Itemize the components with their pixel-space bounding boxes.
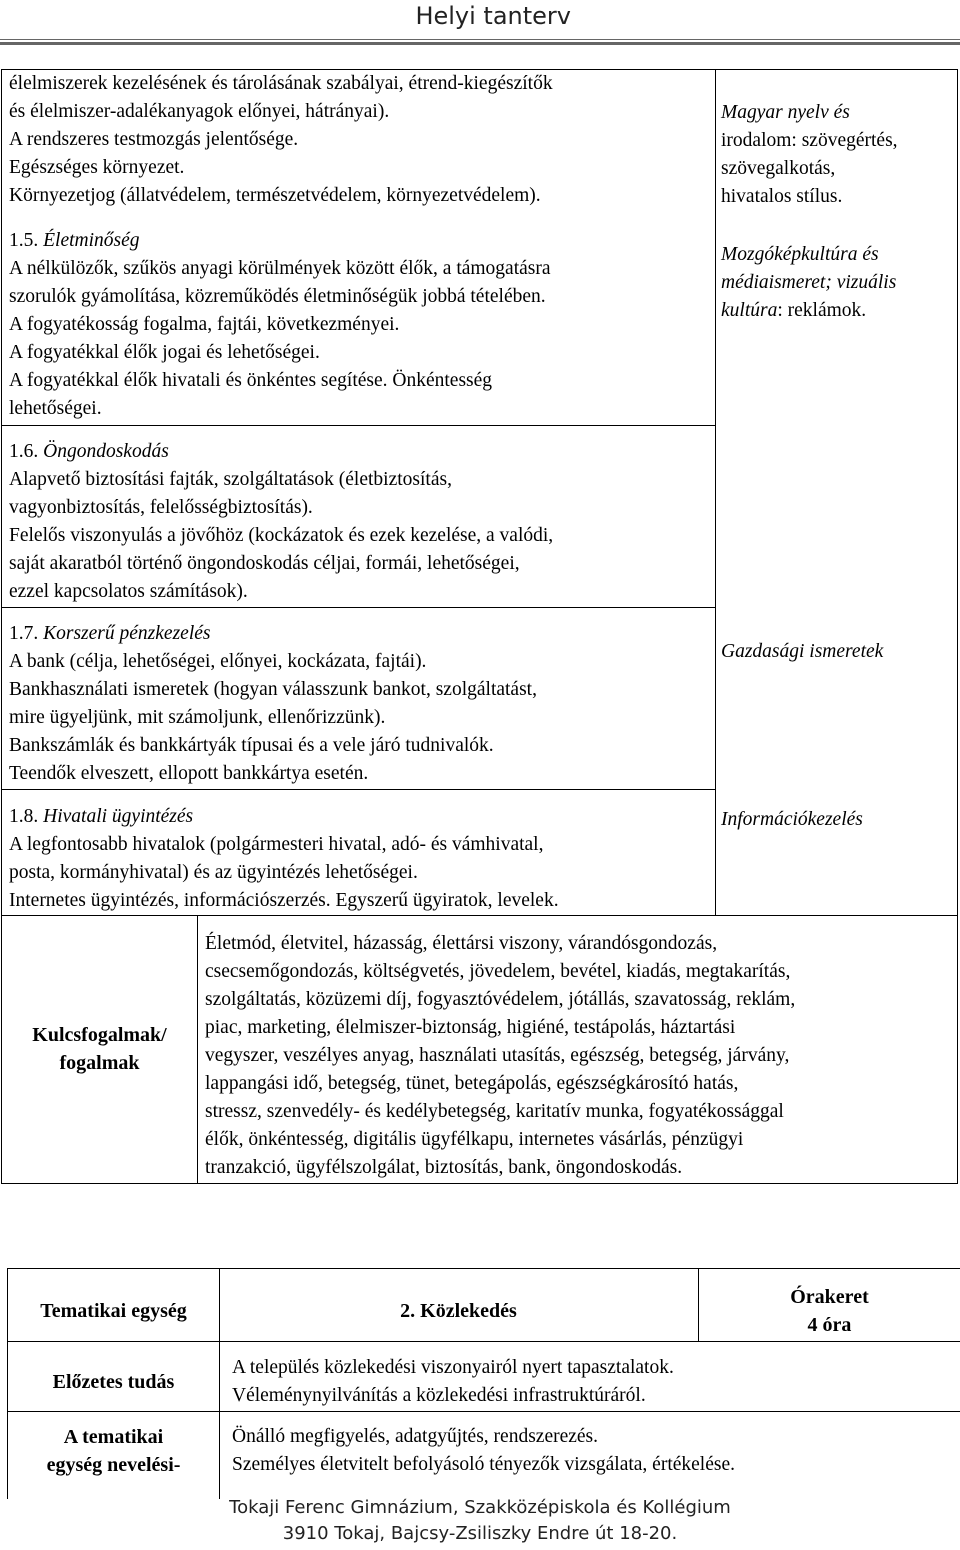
connection-subject: médiaismeret; vizuális [721, 272, 897, 293]
text-line: A fogyatékkal élők hivatali és önkéntes segítése. Önkéntesség [9, 370, 493, 391]
row-divider [2, 789, 715, 790]
text-line: lappangási idő, betegség, tünet, betegápolás, egészségkárosító hatás, [205, 1073, 739, 1094]
keywords-column-divider [197, 915, 198, 1183]
section-heading [9, 438, 709, 466]
content-block-1-7 [9, 620, 709, 788]
page-header-title: Helyi tanterv [415, 2, 571, 30]
section-title: Hivatali ügyintézés [43, 806, 194, 827]
text-line: A fogyatékkal élők jogai és lehetőségei. [9, 342, 320, 363]
section-title: Korszerű pénzkezelés [43, 623, 211, 644]
text-line: Internetes ügyintézés, információszerzés. Egyszerű ügyiratok, levelek. [9, 890, 559, 911]
content-block-1-8 [9, 803, 713, 915]
text-line: Teendők elveszett, ellopott bankkártya esetén. [9, 763, 369, 784]
text-line: Személyes életvitelt befolyásoló tényezők vizsgálata, értékelése. [232, 1454, 736, 1475]
section-number: 1.6. [9, 441, 44, 462]
hours-box [698, 1283, 960, 1339]
connection-subject: Mozgóképkultúra és [721, 244, 879, 265]
text-line: lehetőségei. [9, 398, 102, 419]
label-thematic-unit: Tematikai egység [40, 1300, 187, 1322]
text-line: szövegalkotás, [721, 158, 836, 179]
text-line: vegyszer, veszélyes anyag, használati utasítás, egészség, betegség, járvány, [205, 1045, 790, 1066]
keywords-text [205, 930, 955, 1182]
keywords-label [2, 915, 197, 1183]
text-line: szolgáltatás, közüzemi díj, fogyasztóvédelem, jótállás, szavatosság, reklám, [205, 989, 796, 1010]
section-title: Életminőség [43, 230, 140, 251]
text-line: szorulók gyámolítása, közreműködés életminőségük jobbá tételében. [9, 286, 546, 307]
column-divider [715, 70, 716, 915]
connection-hungarian [721, 99, 956, 211]
footer-school-name: Tokaji Ferenc Gimnázium, Szakközépiskola és Kollégium [229, 1497, 731, 1518]
text-line: A legfontosabb hivatalok (polgármesteri hivatal, adó- és vámhivatal, [9, 834, 544, 855]
text-line: Felelős viszonyulás a jövőhöz (kockázatok és ezek kezelése, a valódi, [9, 525, 554, 546]
footer-address: 3910 Tokaj, Bajcsy-Zsiliszky Endre út 18-20. [282, 1523, 678, 1544]
section-heading [9, 227, 709, 255]
text-line: Egészséges környezet. [9, 157, 185, 178]
content-block-1-5 [9, 227, 709, 423]
text-line: tranzakció, ügyfélszolgálat, biztosítás, bank, öngondoskodás. [205, 1157, 683, 1178]
text-line: piac, marketing, élelmiszer-biztonság, higiéné, testápolás, háztartási [205, 1017, 736, 1038]
header-rule-thin [0, 39, 960, 40]
text-line: csecsemőgondozás, költségvetés, jövedelem, bevétel, kiadás, megtakarítás, [205, 961, 791, 982]
keywords-label-line: fogalmak [59, 1052, 140, 1074]
text-line: A fogyatékosság fogalma, fajtái, következményei. [9, 314, 400, 335]
label-prior-knowledge: Előzetes tudás [52, 1371, 175, 1393]
connection-subject: Magyar nyelv és [721, 102, 850, 123]
section-heading [9, 620, 709, 648]
text-line: Életmód, életvitel, házasság, élettársi viszony, várandósgondozás, [205, 933, 718, 954]
text-line: irodalom: szövegértés, [721, 130, 898, 151]
label-goals-line: A tematikai [63, 1426, 164, 1448]
hours-value: 4 óra [807, 1314, 852, 1336]
text-line: saját akaratból történő öngondoskodás céljai, formái, lehetőségei, [9, 553, 520, 574]
content-block-1 [9, 70, 709, 210]
row-divider [8, 1341, 960, 1342]
connection-information: Információkezelés [721, 809, 863, 830]
text-line: A rendszeres testmozgás jelentősége. [9, 129, 299, 150]
section-number: 1.7. [9, 623, 44, 644]
label-goals-line: egység nevelési- [46, 1454, 181, 1476]
text-line: stressz, szenvedély- és kedélybetegség, karitatív munka, fogyatékossággal [205, 1101, 784, 1122]
row-divider [8, 1411, 960, 1412]
label-goals [8, 1423, 219, 1479]
text-line: Bankszámlák és bankkártyák típusai és a vele járó tudnivalók. [9, 735, 494, 756]
connection-economics: Gazdasági ismeretek [721, 641, 884, 662]
text-line: A nélkülözők, szűkös anyagi körülmények között élők, a támogatásra [9, 258, 551, 279]
text-line: Környezetjog (állatvédelem, természetvédelem, környezetvédelem). [9, 185, 541, 206]
connection-media [721, 241, 956, 325]
connection-topic: : reklámok. [777, 300, 867, 321]
text-line: ezzel kapcsolatos számítások). [9, 581, 248, 602]
row-divider [2, 425, 715, 426]
hours-label: Órakeret [790, 1286, 869, 1308]
text-line: Önálló megfigyelés, adatgyűjtés, rendszerezés. [232, 1426, 599, 1447]
text-line: és élelmiszer-adalékanyagok előnyei, hátrányai). [9, 101, 390, 122]
unit-table [7, 1268, 960, 1499]
unit-title: 2. Közlekedés [400, 1300, 517, 1322]
text-line: élők, önkéntesség, digitális ügyfélkapu, internetes vásárlás, pénzügyi [205, 1129, 744, 1150]
text-line: hivatalos stílus. [721, 186, 843, 207]
section-heading [9, 803, 713, 831]
text-line: Bankhasználati ismeretek (hogyan válasszunk bankot, szolgáltatást, [9, 679, 537, 700]
text-line: A település közlekedési viszonyairól nyert tapasztalatok. [232, 1357, 674, 1378]
header-rule-thick [0, 42, 960, 45]
section-number: 1.5. [9, 230, 44, 251]
section-title: Öngondoskodás [43, 441, 169, 462]
content-table [1, 69, 958, 1184]
text-line: posta, kormányhivatal) és az ügyintézés lehetőségei. [9, 862, 418, 883]
row-divider [2, 607, 715, 608]
goals-text [232, 1423, 952, 1479]
text-line: Véleménynyilvánítás a közlekedési infrastruktúráról. [232, 1385, 646, 1406]
keywords-label-line: Kulcsfogalmak/ [32, 1024, 167, 1046]
text-line: A bank (célja, lehetőségei, előnyei, kockázata, fajtái). [9, 651, 427, 672]
text-line: vagyonbiztosítás, felelősségbiztosítás). [9, 497, 313, 518]
text-line: mire ügyeljünk, mit számoljunk, ellenőrizzünk). [9, 707, 386, 728]
text-line: élelmiszerek kezelésének és tárolásának szabályai, étrend-kiegészítők [9, 73, 553, 94]
content-block-1-6 [9, 438, 709, 606]
section-number: 1.8. [9, 806, 44, 827]
text-line: Alapvető biztosítási fajták, szolgáltatások (életbiztosítás, [9, 469, 452, 490]
connection-subject: kultúra [721, 300, 778, 321]
prior-knowledge-text [232, 1354, 952, 1410]
